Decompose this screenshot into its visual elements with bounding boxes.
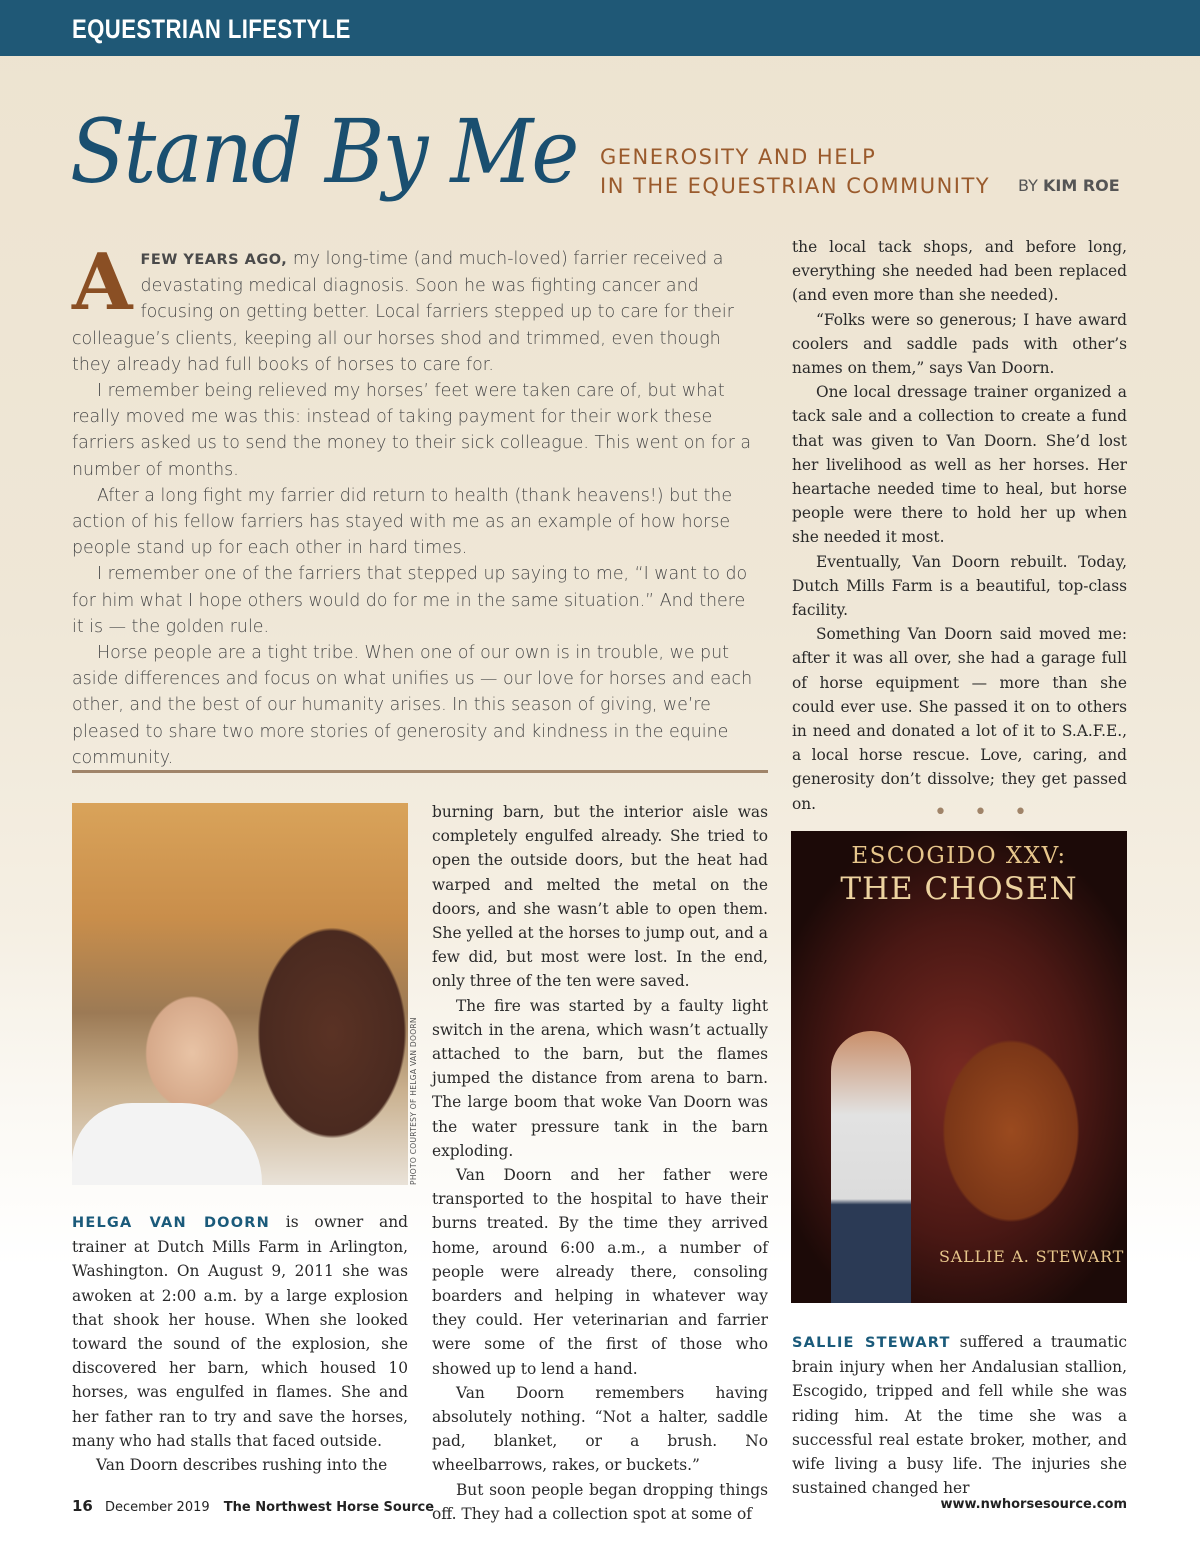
section-label: EQUESTRIAN LIFESTYLE — [72, 14, 351, 44]
book-series: ESCOGIDO XXV: — [851, 843, 1067, 869]
intro-text — [72, 237, 758, 771]
book-author: SALLIE A. STEWART — [939, 1247, 1125, 1266]
column-3 — [792, 235, 1127, 816]
col2-paragraph: But soon people began dropping things off. They had a collection spot at some of — [432, 1480, 768, 1523]
col2-paragraph: Van Doorn remembers having absolutely nothing. “Not a halter, saddle pad, blanket, or a brush. No wheelbarrows, rakes, or buckets.” — [432, 1383, 768, 1475]
col3-paragraph: One local dressage trainer organized a tack sale and a collection to create a fund that was given to Van Doorn. She’d lost her livelihood as well as her horses. Her heartache needed time to heal, but horse people were there to hold her up when she needed it most. — [792, 383, 1127, 547]
byline — [1018, 176, 1120, 195]
subtitle-line-1: GENEROSITY AND HELP — [600, 145, 877, 169]
intro-paragraph: I remember being relieved my horses’ feet were taken care of, but what really moved me was this: instead of taking payment for their work these farriers asked us to send the money to their sick colleague. This went on for a number of months. — [72, 381, 752, 480]
col3-paragraph: Eventually, Van Doorn rebuilt. Today, Dutch Mills Farm is a beautiful, top-class facility. — [792, 552, 1127, 620]
intro-paragraph: I remember one of the farriers that stepped up saying to me, “I want to do for him what I hope others would do for me in the same situation.” And there it is — the golden rule. — [72, 564, 748, 637]
col2-paragraph: burning barn, but the interior aisle was completely engulfed already. She tried to open the outside doors, but the heat had warped and melted the metal on the doors, and she wasn’t able to open them. She yelled at the horses to jump out, and a few did, but most were lost. In the end, only three of the ten were saved. — [432, 803, 768, 991]
col1-paragraph — [72, 1210, 408, 1453]
profile-name: SALLIE STEWART — [792, 1335, 951, 1351]
col1-paragraph: Van Doorn describes rushing into the — [96, 1456, 388, 1475]
book-cover-figure — [831, 1031, 911, 1303]
magazine-name: The Northwest Horse Source — [223, 1500, 435, 1515]
intro-p1-text: my long-time (and much-loved) farrier received a devastating medical diagnosis. Soon he was fighting cancer and focusing on getting better. Local farriers stepped up to care for their colleague’s clients, keeping all our horses shod and trimmed, even though they already had full books of horses to care for. — [72, 249, 734, 375]
col3-paragraph: Something Van Doorn said moved me: after it was all over, she had a garage full of horse equipment — more than she could ever use. She passed it on to others in need and donated a lot of it to S.A.F.E., a local horse rescue. Love, caring, and generosity don’t dissolve; they get passed on. — [792, 625, 1127, 813]
col3b-paragraph — [792, 1330, 1127, 1500]
book-title: THE CHOSEN — [840, 871, 1078, 907]
photo-credit: PHOTO COURTESY OF HELGA VAN DOORN — [409, 1017, 418, 1185]
profile-name: HELGA VAN DOORN — [72, 1215, 270, 1231]
drop-cap: A — [72, 237, 133, 328]
photo-figure — [72, 1103, 262, 1185]
book-cover-image — [791, 831, 1127, 1303]
article-title: Stand By Me — [70, 100, 578, 203]
issue-date: December 2019 — [105, 1500, 210, 1515]
intro-paragraph: After a long fight my farrier did return to health (thank heavens!) but the action of his fellow farriers has stayed with me as an example of how horse people stand up for each other in hard times. — [72, 485, 733, 559]
col3b-p1-text: suffered a traumatic brain injury when her Andalusian stallion, Escogido, tripped and fell while she was riding him. At the time she was a successful real estate broker, mother, and wife living a busy life. The injuries she sustained changed her — [792, 1333, 1127, 1498]
column-2 — [432, 800, 768, 1526]
col2-paragraph: The fire was started by a faulty light switch in the arena, which wasn’t actually attached to the barn, but the flames jumped the distance from arena to barn. The large boom that woke Van Doorn was the water pressure tank in the barn exploding. — [432, 996, 768, 1160]
intro-paragraph — [72, 237, 758, 378]
story-separator: • • • — [934, 800, 1037, 825]
intro-leadin: FEW YEARS AGO, — [140, 252, 288, 268]
page-number: 16 — [72, 1497, 93, 1515]
section-divider — [72, 770, 768, 773]
column-3-lower — [792, 1330, 1127, 1500]
helga-van-doorn-photo — [72, 803, 408, 1185]
footer-left — [72, 1497, 434, 1515]
intro-paragraph: Horse people are a tight tribe. When one of our own is in trouble, we put aside differences and focus on what unifies us — our love for horses and each other, and the best of our humanity arises. In this season of giving, we’re pleased to share two more stories of generosity and kindness in the equine community. — [72, 643, 753, 768]
footer-url: www.nwhorsesource.com — [940, 1497, 1127, 1512]
col3-paragraph: the local tack shops, and before long, everything she needed had been replaced (and even more than she needed). — [792, 238, 1127, 305]
byline-author: KIM ROE — [1042, 176, 1120, 195]
article-subtitle — [600, 143, 990, 201]
col1-p1-text: is owner and trainer at Dutch Mills Farm in Arlington, Washington. On August 9, 2011 she was awoken at 2:00 a.m. by a large explosion that shook her house. When she looked toward the sound of the explosion, she discovered her barn, which housed 10 horses, was engulfed in flames. She and her father ran to try and save the horses, many who had stalls that faced outside. — [72, 1213, 408, 1450]
col2-paragraph: Van Doorn and her father were transported to the hospital to have their burns treated. By the time they arrived home, around 6:00 a.m., a number of people were already there, consoling boarders and helping in whatever way they could. Her veterinarian and farrier were some of the first of those who showed up to lend a hand. — [432, 1166, 768, 1378]
column-1 — [72, 1210, 408, 1477]
byline-prefix: BY — [1018, 176, 1038, 195]
col3-paragraph: “Folks were so generous; I have award coolers and saddle pads with other’s names on them,” says Van Doorn. — [792, 310, 1127, 378]
subtitle-line-2: IN THE EQUESTRIAN COMMUNITY — [600, 174, 991, 198]
